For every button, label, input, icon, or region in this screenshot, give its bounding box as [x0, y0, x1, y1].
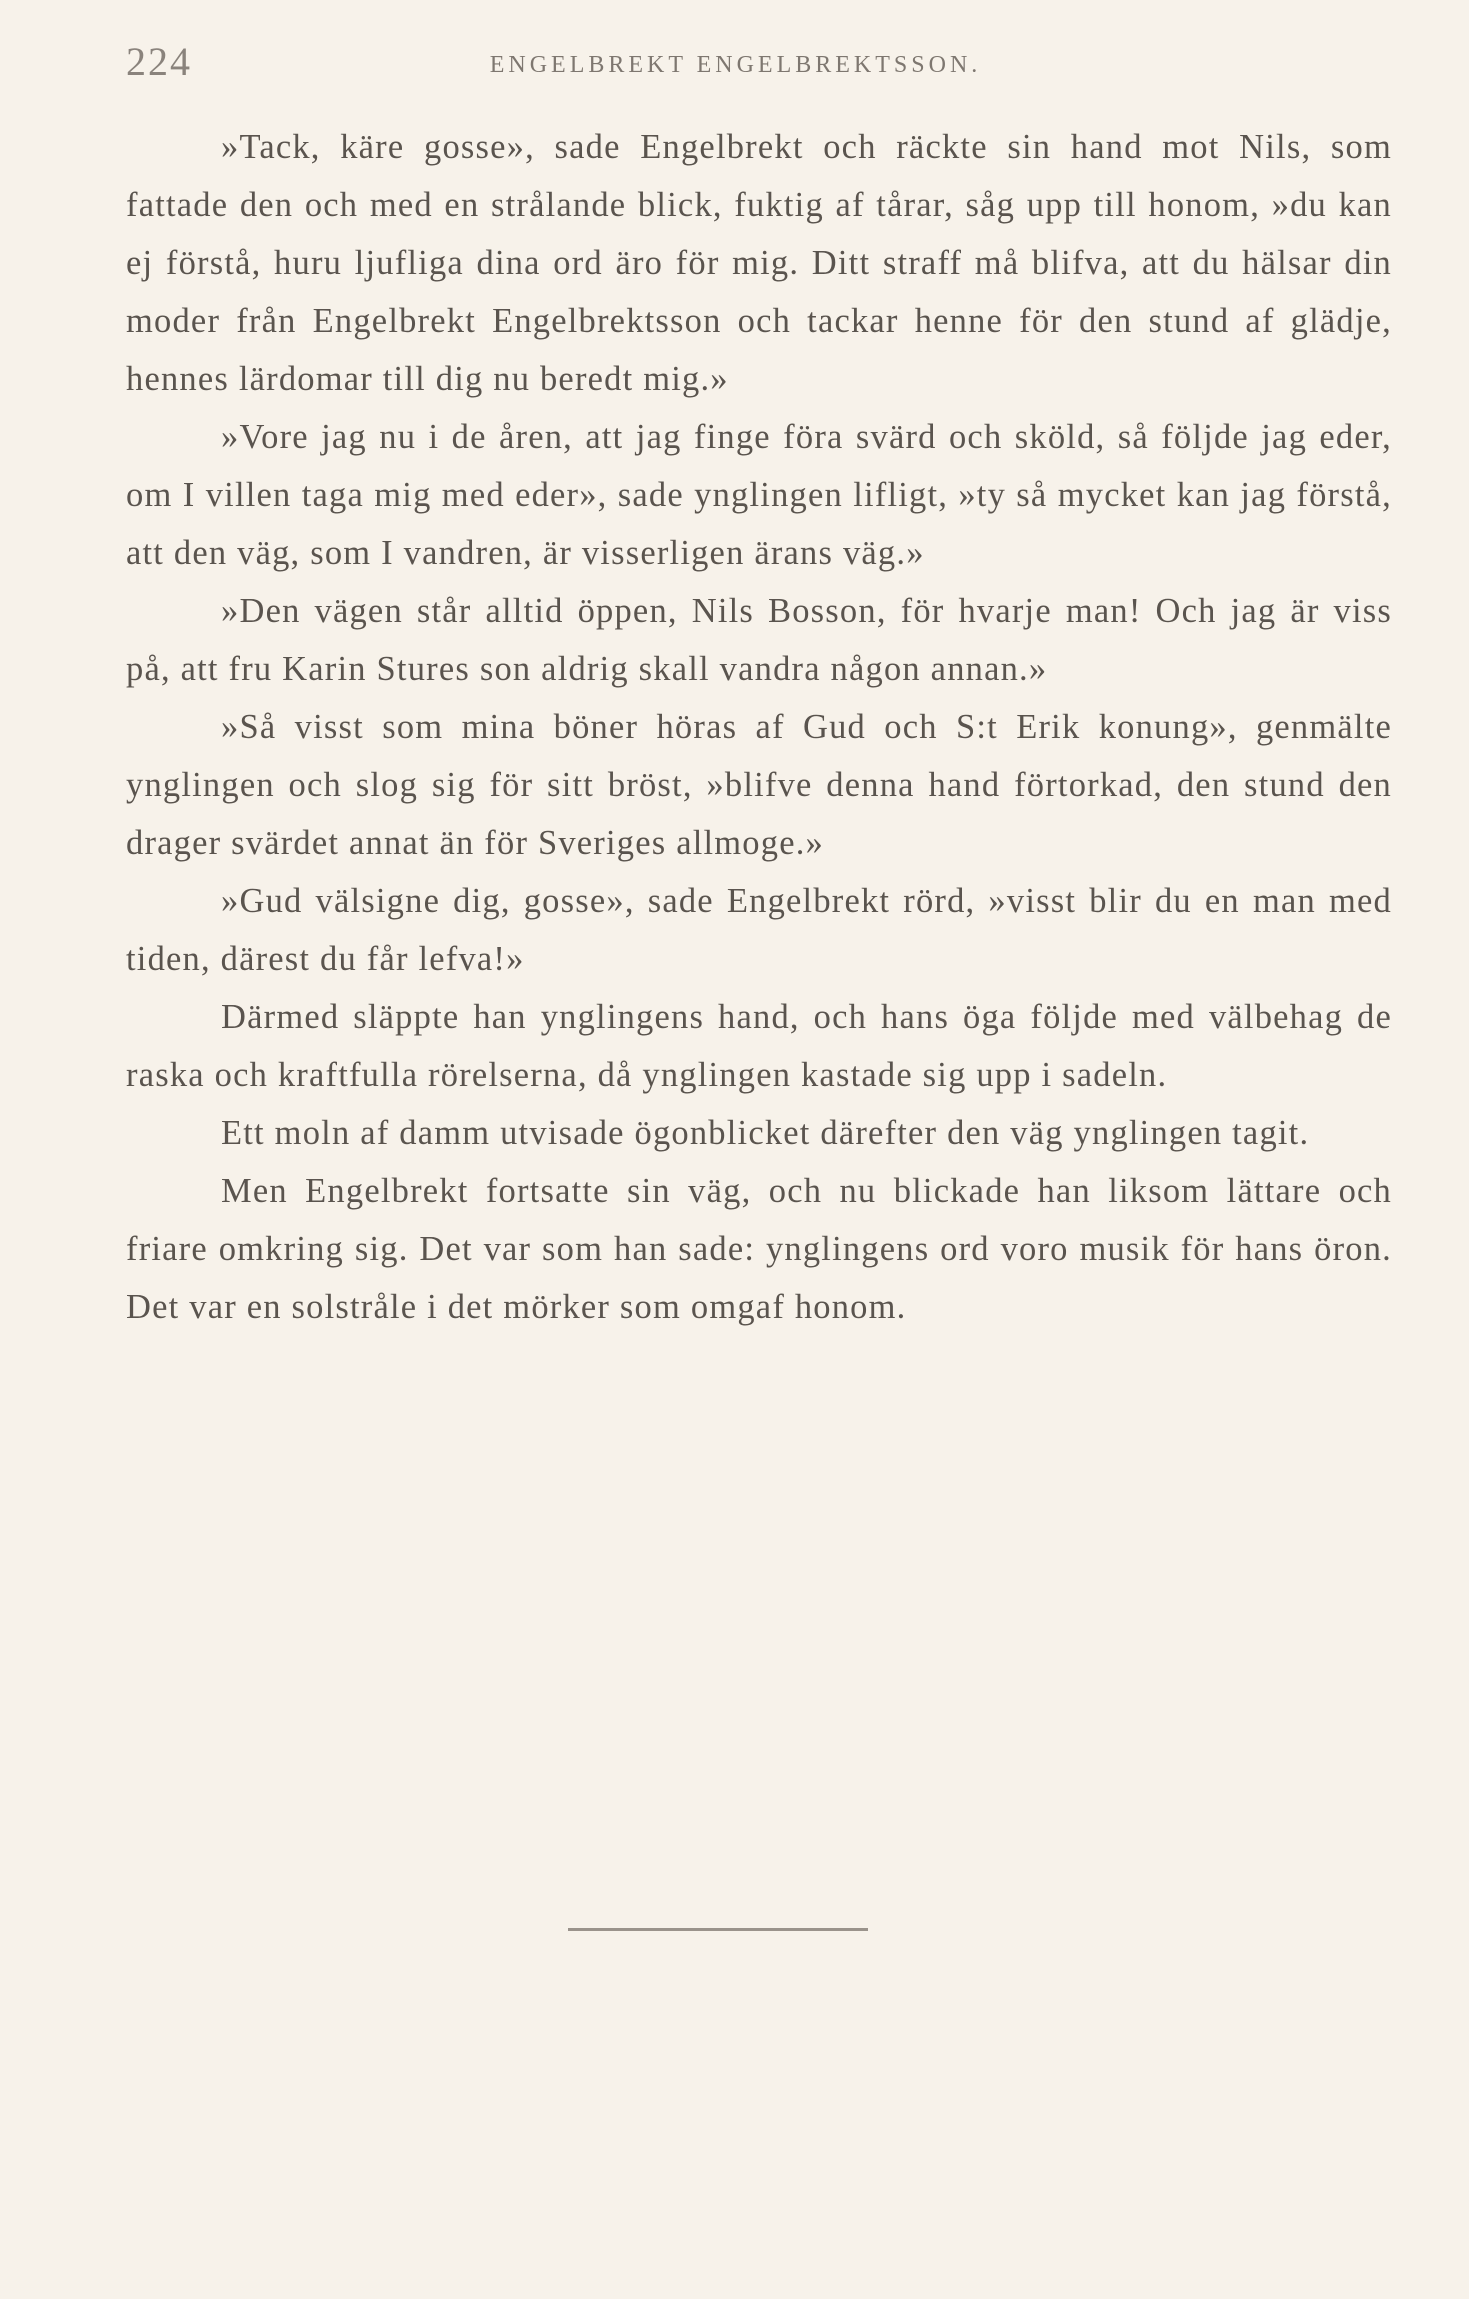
- page-number: 224: [126, 39, 192, 84]
- paragraph: Därmed släppte han ynglingens hand, och hans öga följde med välbehag de raska och kraftfulla rörelserna, då ynglingen kastade sig upp i sadeln.: [126, 998, 1392, 1094]
- running-head: ENGELBREKT ENGELBREKTSSON.: [489, 52, 982, 78]
- section-divider: [568, 1928, 868, 1931]
- paragraph: »Gud välsigne dig, gosse», sade Engelbrekt rörd, »visst blir du en man med tiden, därest du får lefva!»: [126, 882, 1392, 978]
- paragraph: Ett moln af damm utvisade ögonblicket därefter den väg ynglingen tagit.: [221, 1114, 1310, 1152]
- page-header: [126, 38, 1345, 82]
- body-text: [126, 118, 1392, 1336]
- paragraph: Men Engelbrekt fortsatte sin väg, och nu blickade han liksom lättare och friare omkring sig. Det var som han sade: ynglingens ord voro musik för hans öron. Det var en solstråle i det mörker som omgaf honom.: [126, 1172, 1392, 1326]
- paragraph: »Tack, käre gosse», sade Engelbrekt och räckte sin hand mot Nils, som fattade den och med en strålande blick, fuktig af tårar, såg upp till honom, »du kan ej förstå, huru ljufliga dina ord äro för mig. Ditt straff må blifva, att du hälsar din moder från Engelbrekt Engelbrektsson och tackar henne för den stund af glädje, hennes lärdomar till dig nu beredt mig.»: [126, 128, 1392, 398]
- paragraph: »Vore jag nu i de åren, att jag finge föra svärd och sköld, så följde jag eder, om I villen taga mig med eder», sade ynglingen lifligt, »ty så mycket kan jag förstå, att den väg, som I vandren, är visserligen ärans väg.»: [126, 418, 1392, 572]
- paragraph: »Så visst som mina böner höras af Gud och S:t Erik konung», genmälte ynglingen och slog sig för sitt bröst, »blifve denna hand förtorkad, den stund den drager svärdet annat än för Sveriges allmoge.»: [126, 708, 1392, 862]
- paragraph: »Den vägen står alltid öppen, Nils Bosson, för hvarje man! Och jag är viss på, att fru Karin Stures son aldrig skall vandra någon annan.»: [126, 592, 1392, 688]
